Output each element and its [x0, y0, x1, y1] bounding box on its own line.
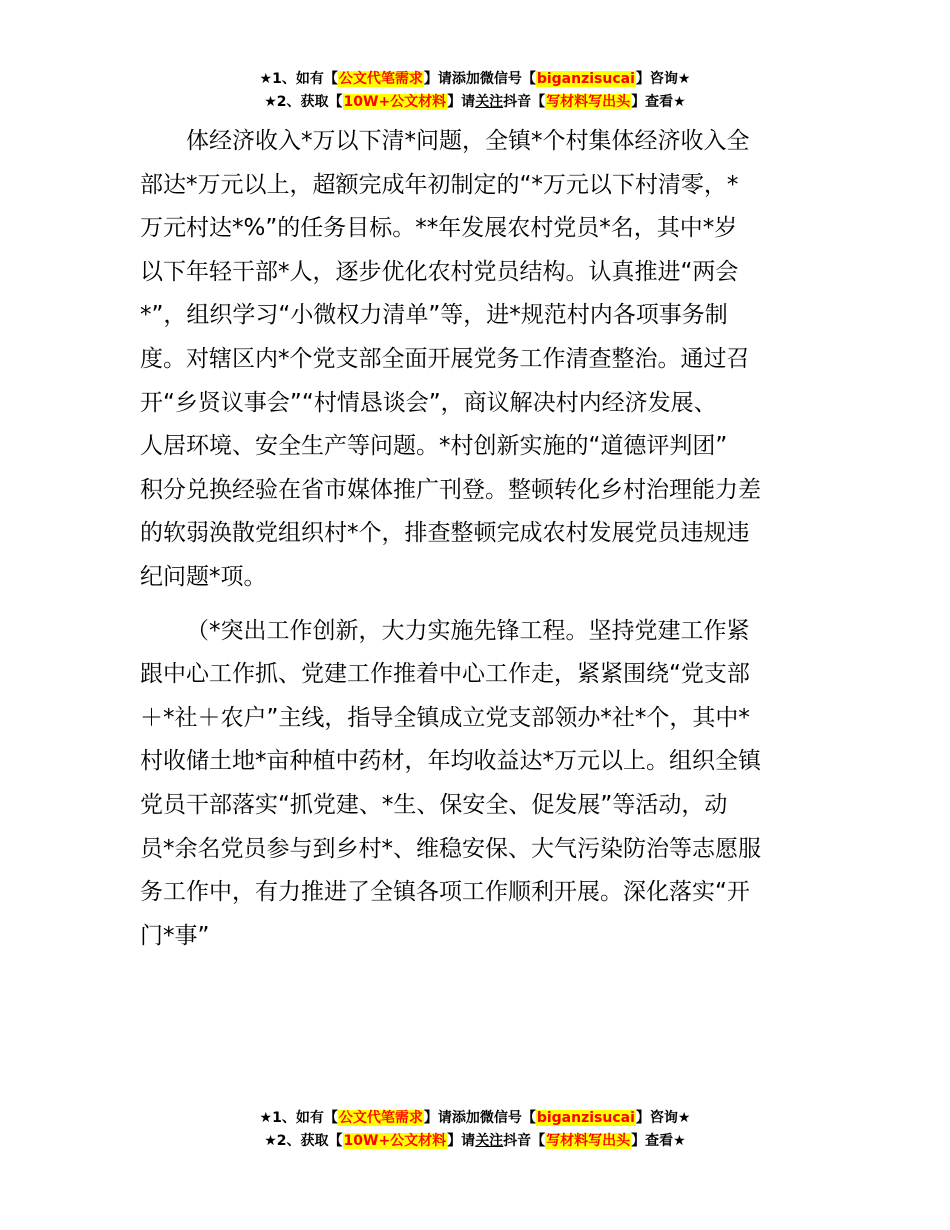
banner-line-2 — [0, 91, 950, 114]
text-line: 纪问题*项。 — [140, 563, 267, 590]
text-line: 万元村达*%”的任务目标。**年发展农村党员*名，其中*岁 — [140, 215, 738, 242]
text-line: 度。对辖区内*个党支部全面开展党务工作清查整治。通过召 — [140, 345, 750, 372]
text-line: 村收储土地*亩种植中药材，年均收益达*万元以上。组织全镇 — [140, 748, 761, 775]
banner-text: 】请 — [447, 94, 476, 110]
document-body — [140, 120, 812, 958]
banner-line-1 — [0, 68, 950, 91]
text-line: 以下年轻干部*人，逐步优化农村党员结构。认真推进“两会 — [140, 258, 739, 285]
banner-text: ★2、获取【 — [264, 94, 343, 110]
banner-text: 】请添加微信号【 — [423, 1110, 536, 1126]
text-line: 部达*万元以上，超额完成年初制定的“*万元以下村清零，* — [140, 171, 739, 198]
underlined-follow: 关注 — [475, 1133, 504, 1149]
paragraph-2 — [140, 610, 812, 959]
text-line: 跟中心工作抓、党建工作推着中心工作走，紧紧围绕“党支部 — [140, 661, 750, 688]
text-line: 员*余名党员参与到乡村*、维稳安保、大气污染防治等志愿服 — [140, 835, 761, 862]
banner-text: ★1、如有【 — [259, 71, 338, 87]
banner-text: 抖音【 — [503, 94, 546, 110]
paragraph-1 — [140, 120, 812, 600]
highlight-ghostwriting: 公文代笔需求 — [338, 71, 423, 87]
banner-text: 】咨询★ — [635, 1110, 691, 1126]
banner-text: 】咨询★ — [635, 71, 691, 87]
highlight-materials: 10W+公文材料 — [343, 94, 447, 110]
text-line: ＋*社＋农户”主线，指导全镇成立党支部领办*社*个，其中* — [140, 704, 750, 731]
text-line: 积分兑换经验在省市媒体推广刊登。整顿转化乡村治理能力差 — [140, 476, 761, 503]
text-line: 体经济收入*万以下清*问题，全镇*个村集体经济收入全 — [186, 128, 750, 154]
highlight-materials: 10W+公文材料 — [343, 1133, 447, 1149]
text-line: *”，组织学习“小微权力清单”等，进*规范村内各项事务制 — [140, 302, 728, 329]
banner-text: 】请添加微信号【 — [423, 71, 536, 87]
banner-text: ★1、如有【 — [259, 1110, 338, 1126]
banner-text: 】查看★ — [631, 1133, 686, 1149]
banner-text: 抖音【 — [503, 1133, 546, 1149]
highlight-douyin-account: 写材料写出头 — [546, 94, 631, 110]
text-line: 人居环境、安全生产等问题。*村创新实施的“道德评判团” — [140, 433, 728, 460]
text-line: 开“乡贤议事会”“村情恳谈会”，商议解决村内经济发展、 — [140, 389, 717, 416]
text-line: 的软弱涣散党组织村*个，排查整顿完成农村发展党员违规违 — [140, 520, 750, 547]
highlight-ghostwriting: 公文代笔需求 — [338, 1110, 423, 1126]
banner-line-1 — [0, 1107, 950, 1130]
text-line: （*突出工作创新，大力实施先锋工程。坚持党建工作紧 — [186, 617, 750, 644]
header-banner — [0, 68, 950, 114]
highlight-wechat-id: biganzisucai — [536, 71, 635, 87]
highlight-douyin-account: 写材料写出头 — [546, 1133, 631, 1149]
banner-text: 】请 — [447, 1133, 476, 1149]
highlight-wechat-id: biganzisucai — [536, 1110, 635, 1126]
text-line: 务工作中，有力推进了全镇各项工作顺利开展。深化落实“开 — [140, 879, 750, 906]
footer-banner — [0, 1107, 950, 1153]
text-line: 门*事” — [140, 922, 210, 949]
banner-line-2 — [0, 1130, 950, 1153]
text-line: 党员干部落实“抓党建、*生、保安全、促发展”等活动，动 — [140, 791, 728, 818]
underlined-follow: 关注 — [475, 94, 504, 110]
banner-text: ★2、获取【 — [264, 1133, 343, 1149]
banner-text: 】查看★ — [631, 94, 686, 110]
